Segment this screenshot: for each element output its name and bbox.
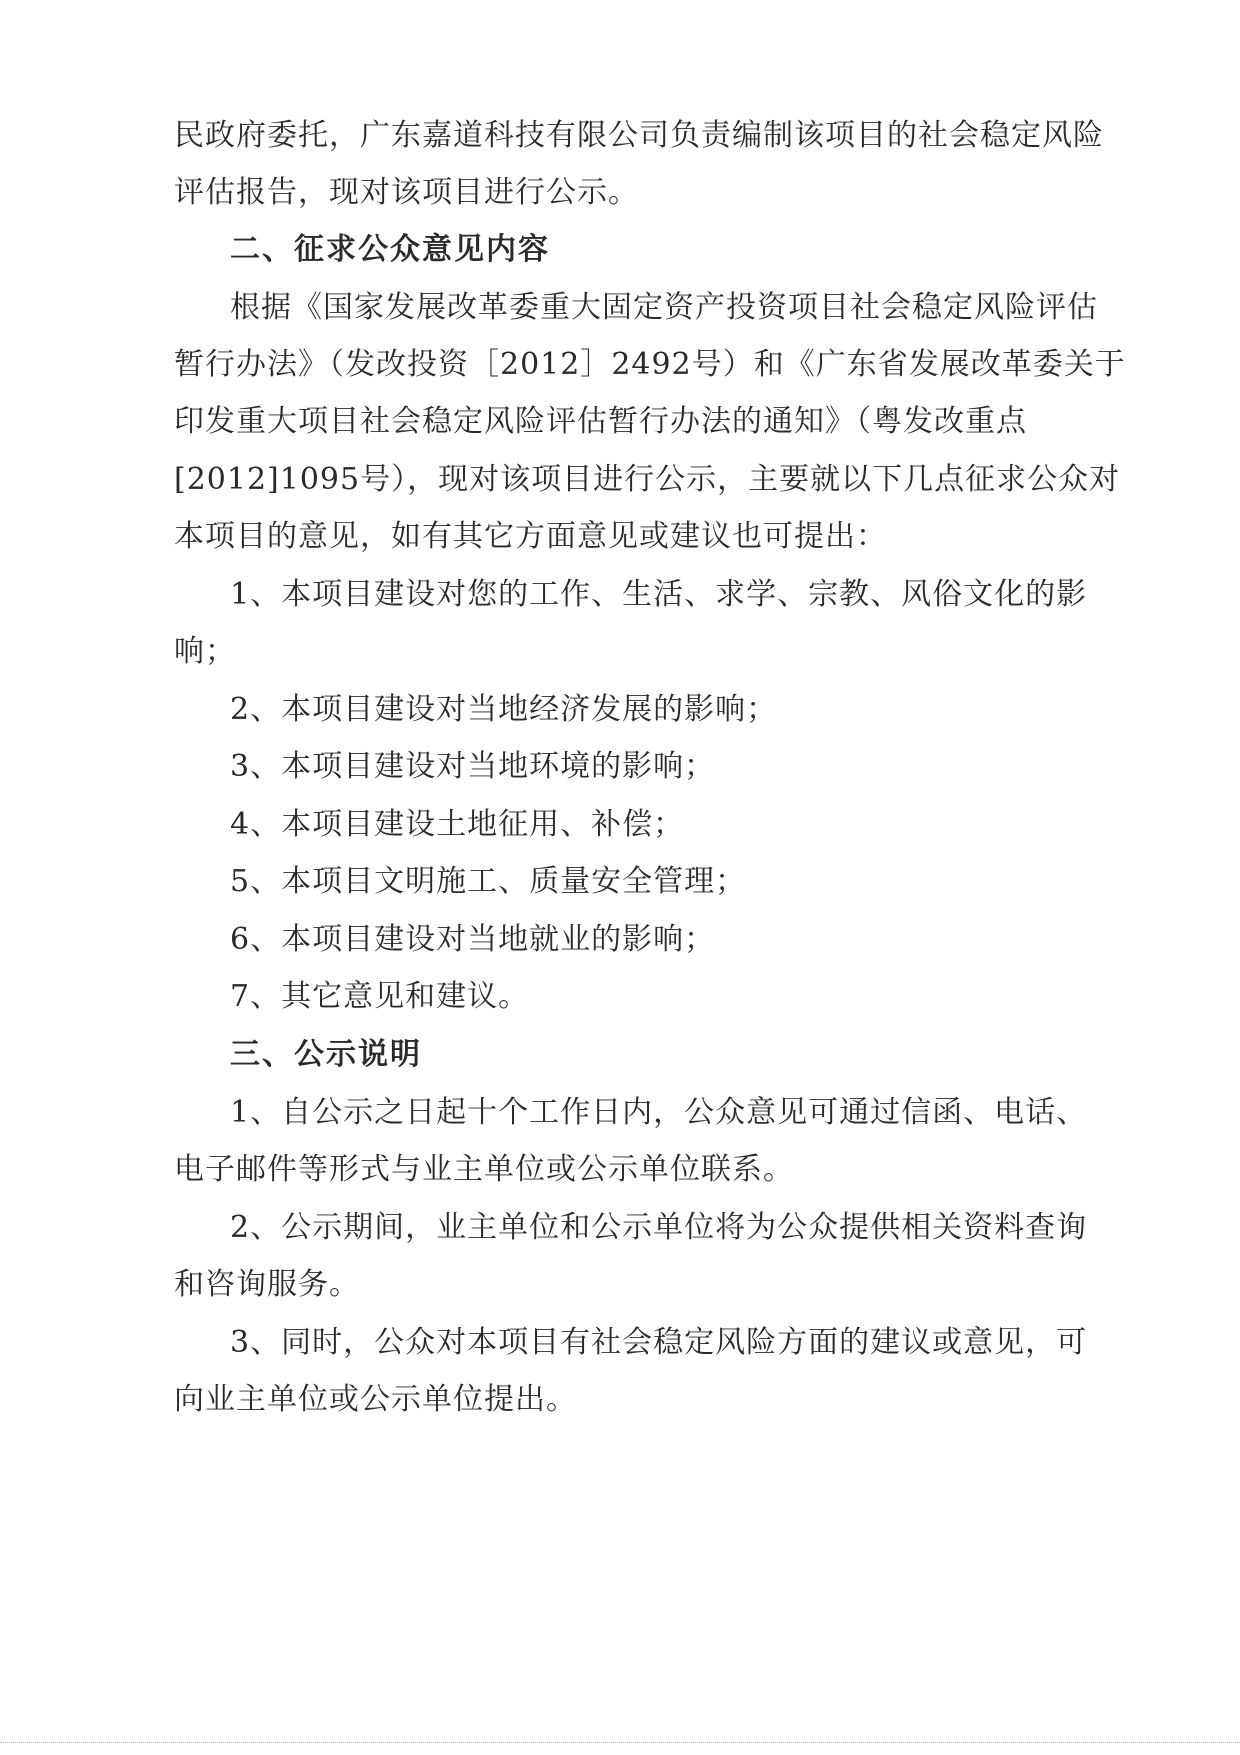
- list-item: 1、本项目建设对您的工作、生活、求学、宗教、风俗文化的影: [230, 577, 1088, 612]
- section-2-para-line: 印发重大项目社会稳定风险评估暂行办法的通知》（粤发改重点: [174, 404, 1027, 439]
- list-item: 2、本项目建设对当地经济发展的影响；: [230, 692, 778, 727]
- section-3-line: 电子邮件等形式与业主单位或公示单位联系。: [174, 1152, 794, 1187]
- section-3-line: 3、同时，公众对本项目有社会稳定风险方面的建议或意见，可: [230, 1325, 1088, 1360]
- list-item: 响；: [174, 634, 236, 669]
- section-2-para-line: 暂行办法》（发改投资［2012］2492号）和《广东省发展改革委关于: [174, 347, 1126, 382]
- list-item: 4、本项目建设土地征用、补偿；: [230, 807, 685, 842]
- list-item: 7、其它意见和建议。: [230, 979, 530, 1014]
- section-3-line: 1、自公示之日起十个工作日内，公众意见可通过信函、电话、: [230, 1095, 1088, 1130]
- section-2-para-line: 根据《国家发展改革委重大固定资产投资项目社会稳定风险评估: [230, 290, 1098, 325]
- section-2-para-line: [2012]1095号），现对该项目进行公示，主要就以下几点征求公众对: [174, 462, 1121, 497]
- section-3-line: 向业主单位或公示单位提出。: [174, 1382, 577, 1417]
- list-item: 6、本项目建设对当地就业的影响；: [230, 922, 716, 957]
- list-item: 3、本项目建设对当地环境的影响；: [230, 749, 716, 784]
- section-3-heading: 三、公示说明: [230, 1037, 422, 1072]
- section-3-line: 和咨询服务。: [174, 1267, 360, 1302]
- list-item: 5、本项目文明施工、质量安全管理；: [230, 864, 747, 899]
- section-2-heading: 二、征求公众意见内容: [230, 232, 550, 267]
- intro-line-2: 评估报告，现对该项目进行公示。: [174, 175, 639, 210]
- intro-line-1: 民政府委托，广东嘉道科技有限公司负责编制该项目的社会稳定风险: [174, 118, 1104, 153]
- page-bottom-rule: [0, 1742, 1240, 1743]
- section-2-para-line: 本项目的意见，如有其它方面意见或建议也可提出：: [174, 519, 887, 554]
- section-3-line: 2、公示期间，业主单位和公示单位将为公众提供相关资料查询: [230, 1210, 1088, 1245]
